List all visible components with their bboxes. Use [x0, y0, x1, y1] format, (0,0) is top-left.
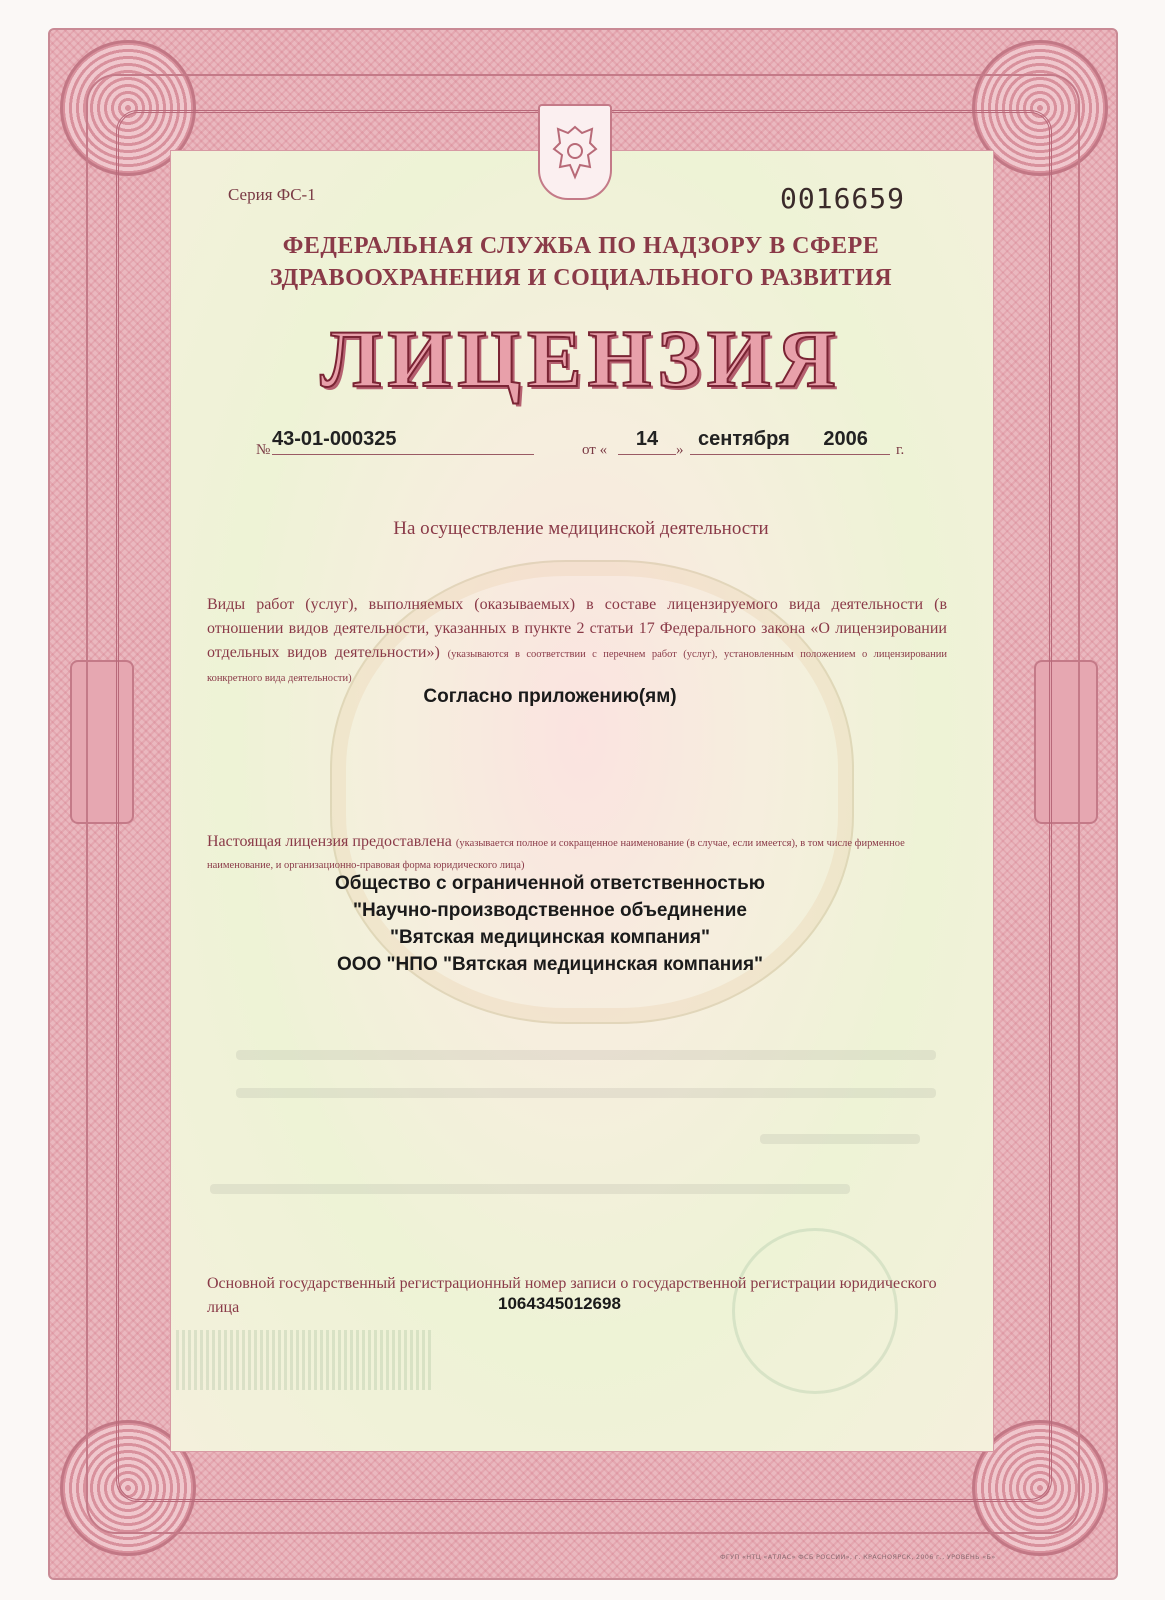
- bleed-through-text: [236, 1088, 936, 1098]
- works-label-text: Виды работ (услуг), выполняемых (оказываемых) в составе лицензируемого вида деятельности (в отношении видов деятельности, указанных в пункте 2 статьи 17 Федерального закона «О лицензировании отдельных видов деятельности»): [207, 596, 947, 661]
- date-day: 14: [618, 428, 676, 455]
- bleed-through-text: [760, 1134, 920, 1144]
- agency-line-2: ЗДРАВООХРАНЕНИЯ И СОЦИАЛЬНОГО РАЗВИТИЯ: [269, 265, 893, 291]
- org-line-2: "Научно-производственное объединение: [353, 900, 747, 921]
- ogrn-number: 1064345012698: [498, 1294, 621, 1313]
- date-month-year: [690, 428, 890, 455]
- bleed-through-text: [210, 1184, 850, 1194]
- form-number: 0016659: [780, 182, 906, 215]
- granted-note: (указывается полное и сокращенное наименование (в случае, если имеется), в том числе фирменное наименование, и организационно-правовая форма юридического лица): [207, 838, 905, 871]
- works-label: [207, 593, 947, 689]
- agency-line-1: ФЕДЕРАЛЬНАЯ СЛУЖБА ПО НАДЗОРУ В СФЕРЕ: [282, 233, 880, 259]
- activity-type: На осуществление медицинской деятельности: [393, 518, 769, 539]
- date-from-label: от «: [582, 442, 608, 458]
- barcode-ghost: [176, 1330, 432, 1390]
- bleed-through-text: [236, 1050, 936, 1060]
- works-note: (указываются в соответствии с перечнем работ (услуг), установленным положением о лицензировании конкретного вида деятельности): [207, 649, 948, 684]
- organization-name: [170, 870, 930, 978]
- works-value: Согласно приложению(ям): [423, 686, 677, 707]
- agency-name: [170, 230, 992, 294]
- date-year: 2006: [823, 428, 868, 450]
- series-label: Серия ФС-1: [228, 185, 316, 204]
- coat-of-arms-icon: [538, 104, 612, 200]
- document-title: ЛИЦЕНЗИЯ: [320, 313, 842, 404]
- date-quote: »: [676, 442, 684, 458]
- license-number-label: №: [256, 442, 271, 458]
- org-line-4: ООО "НПО "Вятская медицинская компания": [336, 954, 764, 975]
- date-month: сентября: [698, 428, 790, 450]
- org-line-1: Общество с ограниченной ответственностью: [334, 873, 766, 894]
- printer-imprint: ФГУП «НТЦ «АТЛАС» ФСБ РОССИИ», г. КРАСНОЯРСК, 2006 г., УРОВЕНЬ «Б»: [720, 1553, 996, 1561]
- date-year-suffix: г.: [896, 442, 905, 458]
- license-number: 43-01-000325: [272, 428, 534, 455]
- granted-label-text: Настоящая лицензия предоставлена: [207, 833, 452, 850]
- org-line-3: "Вятская медицинская компания": [389, 927, 711, 948]
- ogrn-label: Основной государственный регистрационный номер записи о государственной регистрации юридического лица: [207, 1275, 937, 1316]
